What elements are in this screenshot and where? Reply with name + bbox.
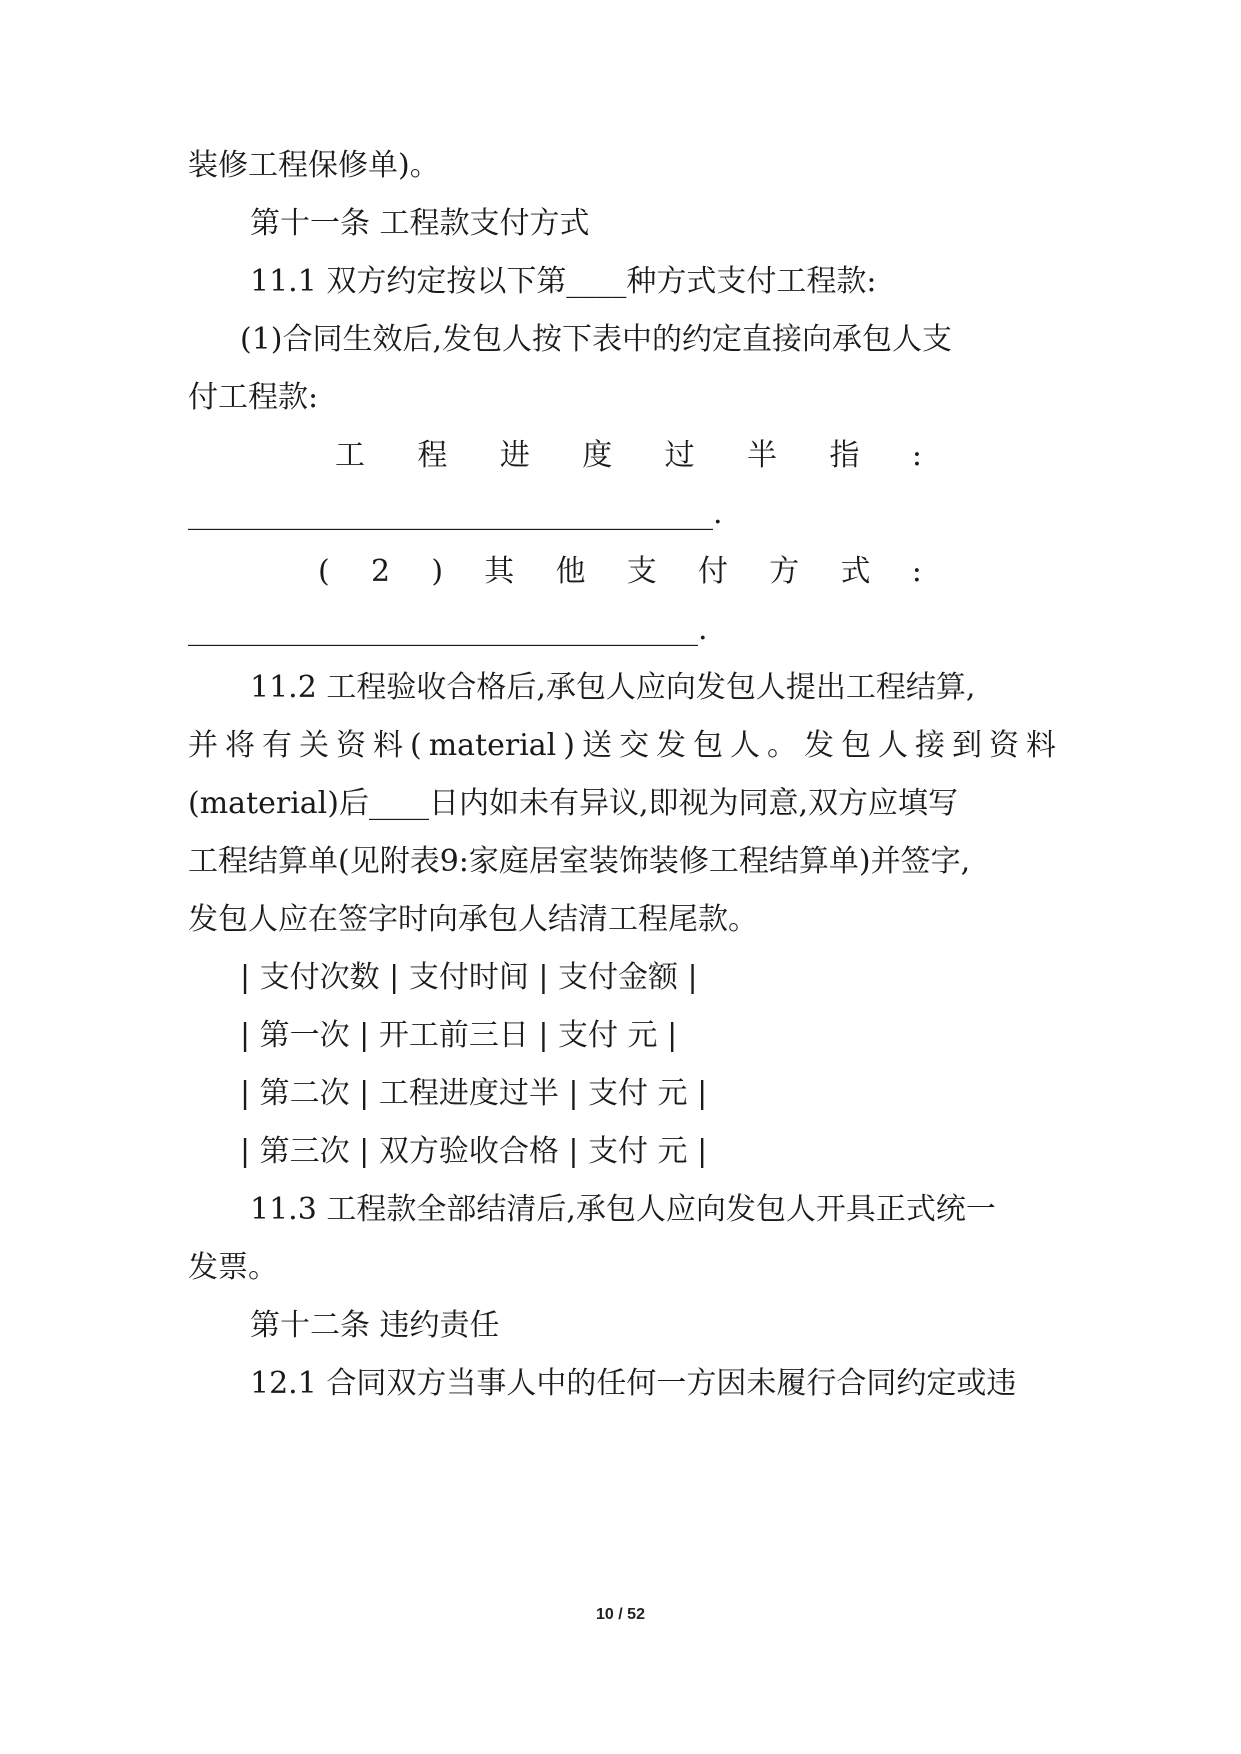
paragraph-line: 付工程款: [188,380,319,415]
justified-run: 发 [656,728,686,763]
paragraph-line: 装修工程保修单)。 [188,148,440,183]
justified-run: 人 [730,728,760,763]
spaced-line-progress [335,436,922,476]
justified-run: 关 [299,728,329,763]
spaced-char: : [911,554,922,589]
justified-run: 将 [225,728,255,763]
paragraph-line: (material)后____日内如未有异议,即视为同意,双方应填写 [188,786,959,821]
spaced-char: 他 [555,554,586,589]
spaced-char: 其 [484,554,515,589]
article-heading: 第十二条 违约责任 [250,1308,500,1343]
paragraph-line: 发票。 [188,1250,278,1285]
paragraph-line [188,726,1056,766]
clause-11-1: 11.1 双方约定按以下第____种方式支付工程款: [250,264,877,299]
paragraph-line: 工程结算单(见附表9:家庭居室装饰装修工程结算单)并签字, [188,844,971,879]
justified-run: 交 [619,728,649,763]
justified-run: 发 [804,728,834,763]
spaced-char: 式 [840,554,871,589]
justified-run: 人 [878,728,908,763]
blank-fill-line: ___________________________________. [188,496,723,531]
justified-run: 有 [262,728,292,763]
spaced-char: 支 [626,554,657,589]
article-heading: 第十一条 工程款支付方式 [250,206,590,241]
spaced-char: ( [318,554,330,589]
spaced-char: 付 [698,554,729,589]
paragraph-line: (1)合同生效后,发包人按下表中的约定直接向承包人支 [240,322,953,357]
justified-run: 并 [188,728,218,763]
justified-run: material [428,728,557,763]
paragraph-line: 发包人应在签字时向承包人结清工程尾款。 [188,902,758,937]
justified-run: 包 [693,728,723,763]
justified-run: 包 [841,728,871,763]
spaced-char: ) [431,554,444,589]
table-row: | 第一次 | 开工前三日 | 支付 元 | [240,1018,678,1053]
justified-run: 。 [767,728,797,763]
spaced-char: 工 [335,438,365,473]
justified-run: 料 [373,728,403,763]
justified-run: ) [563,728,575,763]
table-header-row: | 支付次数 | 支付时间 | 支付金额 | [240,960,698,995]
blank-fill-line: __________________________________. [188,612,708,647]
justified-run: 料 [1026,728,1056,763]
table-row: | 第二次 | 工程进度过半 | 支付 元 | [240,1076,708,1111]
justified-run: 送 [582,728,612,763]
clause-11-2: 11.2 工程验收合格后,承包人应向发包人提出工程结算, [250,670,976,705]
justified-run: 资 [336,728,366,763]
spaced-line-other-payment [318,552,922,592]
spaced-char: 2 [370,554,391,589]
spaced-char: 过 [664,438,695,473]
spaced-char: 度 [582,438,613,473]
justified-run: 接 [915,728,945,763]
justified-run: 到 [952,728,982,763]
spaced-char: 程 [417,438,448,473]
spaced-char: 指 [829,438,860,473]
clause-11-3: 11.3 工程款全部结清后,承包人应向发包人开具正式统一 [250,1192,996,1227]
spaced-char: 方 [769,554,800,589]
justified-run: ( [410,728,422,763]
spaced-char: : [911,438,922,473]
page-number: 10 / 52 [596,1606,645,1623]
clause-12-1: 12.1 合同双方当事人中的任何一方因未履行合同约定或违 [250,1366,1017,1401]
spaced-char: 进 [499,438,530,473]
justified-run: 资 [989,728,1019,763]
table-row: | 第三次 | 双方验收合格 | 支付 元 | [240,1134,708,1169]
spaced-char: 半 [747,438,778,473]
